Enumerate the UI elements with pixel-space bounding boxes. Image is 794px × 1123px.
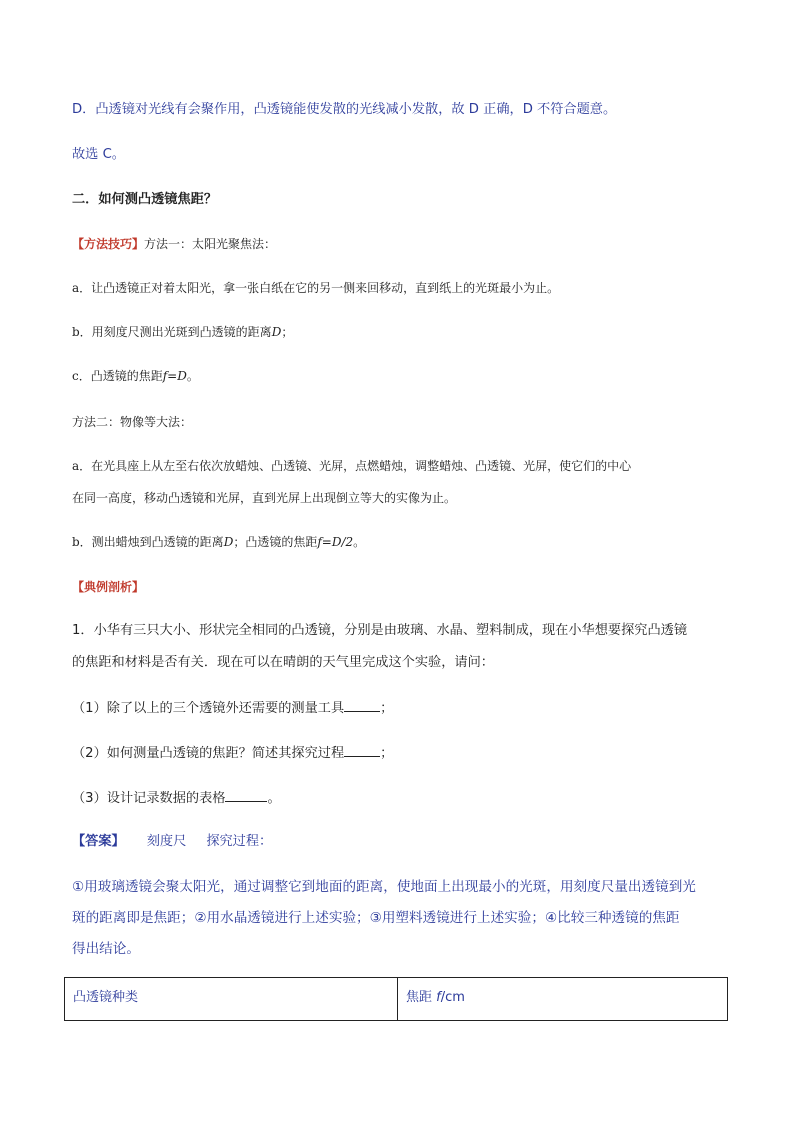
formula-f-equals-d-half: f=D/2 — [317, 535, 354, 549]
answer-steps-line1: ①用玻璃透镜会聚太阳光，通过调整它到地面的距离，使地面上出现最小的光斑，用刻度尺量出透镜到光 — [72, 879, 696, 895]
method1-step-b-text: b．用刻度尺测出光斑到凸透镜的距离 — [72, 325, 272, 339]
sub-question-1-text: （1）除了以上的三个透镜外还需要的测量工具 — [72, 701, 345, 716]
sub-question-1-end: ； — [380, 701, 394, 716]
sub-question-3-text: （3）设计记录数据的表格 — [72, 791, 226, 806]
method2-step-b-end: 。 — [353, 535, 366, 549]
section-heading: 二．如何测凸透镜焦距？ — [72, 192, 218, 207]
method1-step-b-end: ； — [281, 325, 294, 339]
method-tag: 【方法技巧】 — [72, 237, 145, 251]
focal-length-unit: /cm — [440, 990, 465, 1005]
table-header-focal-length — [398, 978, 728, 1021]
variable-d: D — [223, 535, 234, 549]
focal-length-label: 焦距 — [406, 990, 437, 1005]
method1-step-c-text: c．凸透镜的焦距 — [72, 369, 163, 383]
variable-d: D — [271, 325, 282, 339]
option-d-explanation: D．凸透镜对光线有会聚作用，凸透镜能使发散的光线减小发散，故 D 正确，D 不符合题意。 — [72, 102, 617, 117]
method2-step-a-line2: 在同一高度，移动凸透镜和光屏，直到光屏上出现倒立等大的实像为止。 — [72, 491, 457, 505]
table-header-row — [65, 978, 728, 1021]
method2-step-b — [72, 532, 730, 552]
answer-blank-3 — [225, 787, 267, 802]
answer-tag: 【答案】 — [72, 834, 125, 849]
answer-tool: 刻度尺 — [146, 834, 187, 849]
method2-title: 方法二：物像等大法： — [72, 415, 193, 429]
method-intro — [72, 234, 730, 254]
data-record-table — [64, 977, 728, 1021]
method1-title: 方法一：太阳光聚焦法： — [144, 237, 277, 251]
answer-conclusion: 故选 C。 — [72, 147, 125, 162]
focal-length-variable: f — [436, 990, 441, 1005]
sub-question-3 — [72, 787, 730, 809]
method1-step-b — [72, 322, 730, 342]
method1-step-c-end: 。 — [186, 369, 199, 383]
table-header-lens-type: 凸透镜种类 — [65, 978, 398, 1021]
sub-question-2-text: （2）如何测量凸透镜的焦距？简述其探究过程 — [72, 746, 345, 761]
question-line2: 的焦距和材料是否有关．现在可以在晴朗的天气里完成这个实验，请问： — [72, 655, 494, 670]
method1-step-c — [72, 366, 730, 386]
sub-question-2 — [72, 742, 730, 764]
answer-line — [72, 832, 730, 852]
formula-f-equals-d: f=D — [162, 369, 187, 383]
answer-steps-line2: 斑的距离即是焦距；②用水晶透镜进行上述实验；③用塑料透镜进行上述实验；④比较三种透镜的焦距 — [72, 910, 680, 926]
method2-step-b-mid: ；凸透镜的焦距 — [233, 535, 318, 549]
example-tag: 【典例剖析】 — [72, 580, 145, 594]
sub-question-3-end: 。 — [267, 791, 281, 806]
method2-step-b-text: b．测出蜡烛到凸透镜的距离 — [72, 535, 224, 549]
sub-question-2-end: ； — [380, 746, 394, 761]
method1-step-a: a．让凸透镜正对着太阳光，拿一张白纸在它的另一侧来回移动，直到纸上的光斑最小为止。 — [72, 281, 560, 295]
question-line1: 1．小华有三只大小、形状完全相同的凸透镜，分别是由玻璃、水晶、塑料制成，现在小华想要探究凸透镜 — [72, 623, 688, 638]
answer-process-label: 探究过程： — [206, 834, 273, 849]
answer-blank-2 — [344, 742, 380, 757]
answer-blank-1 — [344, 697, 380, 712]
sub-question-1 — [72, 697, 730, 719]
answer-steps-line3: 得出结论。 — [72, 941, 140, 957]
method2-step-a-line1: a．在光具座上从左至右依次放蜡烛、凸透镜、光屏，点燃蜡烛，调整蜡烛、凸透镜、光屏，使它们的中心 — [72, 459, 632, 473]
